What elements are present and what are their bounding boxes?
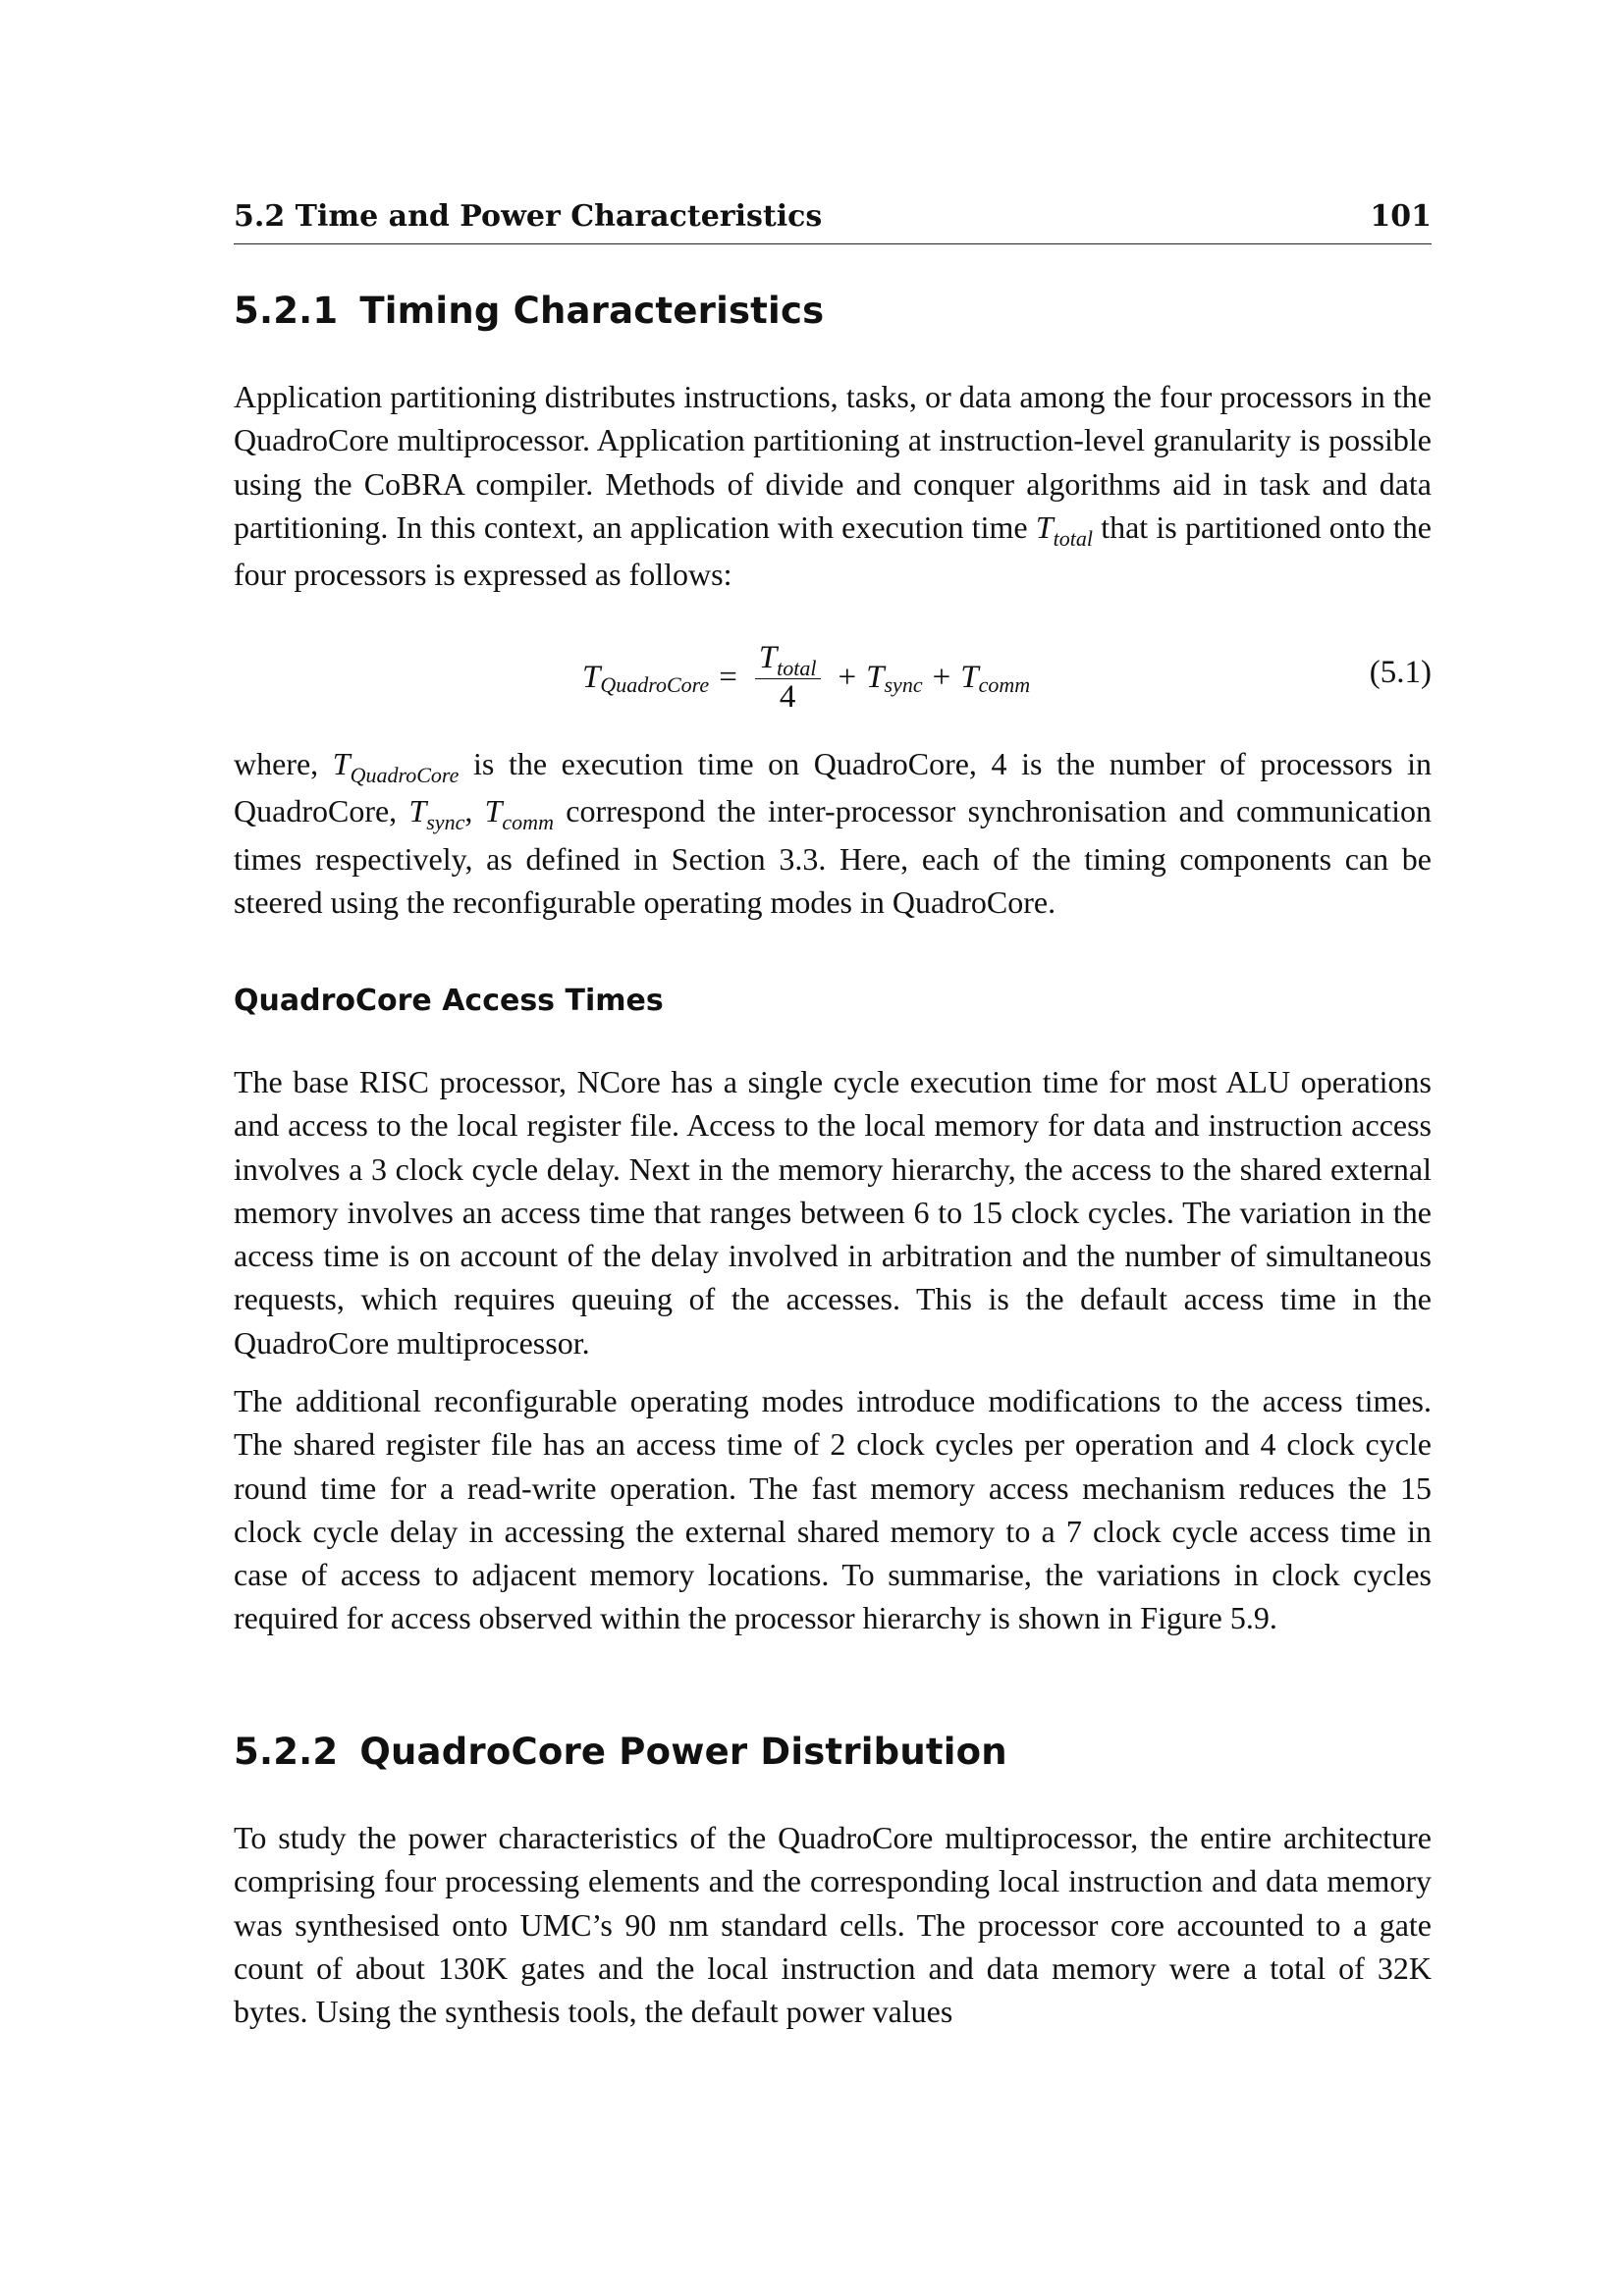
math-subscript: QuadroCore — [350, 763, 460, 787]
paragraph-text: Application partitioning distributes instructions, tasks, or data among the four processors in the QuadroCore multiprocessor. Application partitioning at instruction-level granularity is possible using the CoBRA compiler. Methods of divide and conquer algorithms aid in task and data partitioning. In this context, an application with execution time — [234, 379, 1432, 545]
fraction — [755, 640, 821, 716]
math-subscript: sync — [426, 810, 465, 835]
paragraph-partitioning — [234, 375, 1432, 596]
paragraph-power-distribution: To study the power characteristics of the QuadroCore multiprocessor, the entire architecture comprising four processing elements and the corresponding local instruction and data memory was synthesised onto UMC’s 90 nm standard cells. The processor core accounted to a gate count of about 130K gates and the local instruction and data memory were a total of 32K bytes. Using the synthesis tools, the default power values — [234, 1820, 1432, 2030]
equals-sign: = — [719, 659, 737, 695]
paragraph-text: where, — [234, 746, 333, 781]
page-number: 101 — [1370, 199, 1432, 234]
subsection-heading-access-times: QuadroCore Access Times — [234, 984, 664, 1018]
math-var: T — [1035, 508, 1054, 545]
math-var: T — [484, 793, 503, 829]
plus-sign: + — [932, 659, 951, 695]
math-var: T — [866, 659, 885, 695]
math-subscript: sync — [884, 672, 923, 697]
paragraph-text: correspond the inter-processor synchronisation and communication times respectively, as defined in Section 3.3. Here, each of the timing components can be steered using the reconfigurable operating modes in QuadroCore. — [234, 793, 1433, 920]
math-var: T — [332, 746, 351, 781]
math-subscript: total — [777, 655, 817, 680]
plus-sign: + — [838, 659, 857, 695]
section-title: QuadroCore Power Distribution — [359, 1731, 1007, 1773]
math-var: T — [758, 639, 778, 675]
math-subscript: QuadroCore — [600, 672, 710, 697]
math-subscript: comm — [502, 810, 554, 835]
equation-5-1 — [234, 628, 1432, 726]
paragraph-equation-explanation — [234, 742, 1432, 924]
math-subscript: total — [1053, 525, 1093, 551]
fraction-denominator: 4 — [779, 678, 796, 715]
math-var: T — [408, 793, 427, 829]
paragraph-text: is the execution time on QuadroCore, 4 is the number of processors in QuadroCore, — [234, 746, 1433, 829]
paragraph-access-times-1: The base RISC processor, NCore has a single cycle execution time for most ALU operations and access to the local register file. Access to the local memory for data and instruction access involves a 3 clock cycle delay. Next in the memory hierarchy, the access to the shared external memory involves an access time that ranges between 6 to 15 clock cycles. The variation in the access time is on account of the delay involved in arbitration and the number of simultaneous requests, which requires queuing of the accesses. This is the default access time in the QuadroCore multiprocessor. — [234, 1064, 1432, 1361]
math-var: T — [582, 659, 601, 695]
fraction-numerator — [755, 640, 821, 679]
equation-body — [582, 628, 1030, 726]
math-var: T — [960, 659, 979, 695]
paragraph-access-times-2: The additional reconfigurable operating modes introduce modifications to the access times. The shared register file has an access time of 2 clock cycles per operation and 4 clock cycle round time for a read-write operation. The fast memory access mechanism reduces the 15 clock cycle delay in accessing the external shared memory to a 7 clock cycle access time in case of access to adjacent memory locations. To summarise, the variations in clock cycles required for access observed within the processor hierarchy is shown in Figure 5.9. — [234, 1383, 1432, 1636]
math-subscript: comm — [978, 672, 1031, 697]
running-head — [234, 196, 1432, 244]
paragraph-text: that is partitioned onto the four processors is expressed as follows: — [234, 508, 1433, 593]
section-title: Timing Characteristics — [359, 290, 825, 332]
section-heading-5-2-2 — [234, 1728, 1007, 1777]
section-number: 5.2.1 — [234, 290, 339, 332]
equation-number: (5.1) — [1369, 655, 1432, 690]
section-heading-5-2-1 — [234, 287, 824, 336]
running-head-section: 5.2 Time and Power Characteristics — [234, 199, 823, 234]
section-number: 5.2.2 — [234, 1731, 339, 1773]
paragraph-text: , — [464, 793, 485, 829]
